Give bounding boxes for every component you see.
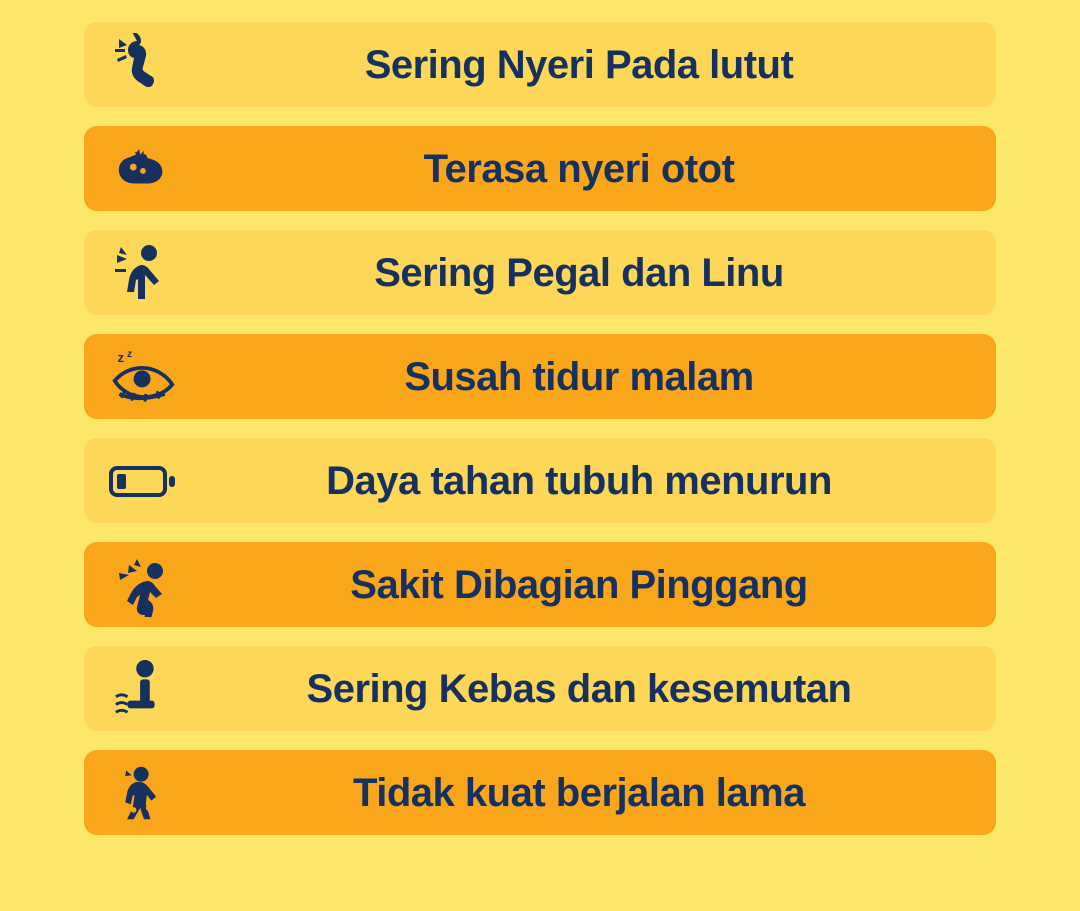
list-item-label: Terasa nyeri otot <box>423 146 735 191</box>
muscle-pain-icon <box>84 126 202 211</box>
list-item <box>84 542 996 627</box>
list-item <box>84 230 996 315</box>
numbness-icon <box>84 646 202 731</box>
list-item-label: Daya tahan tubuh menurun <box>326 458 832 503</box>
list-item <box>84 646 996 731</box>
list-item-label: Sakit Dibagian Pinggang <box>350 562 808 607</box>
svg-text:z: z <box>117 349 125 365</box>
list-item <box>84 334 996 419</box>
shoulder-ache-icon <box>84 230 202 315</box>
walking-fatigue-icon <box>84 750 202 835</box>
back-pain-icon <box>84 542 202 627</box>
list-item-label: Sering Nyeri Pada lutut <box>364 42 794 87</box>
list-item-label: Sering Kebas dan kesemutan <box>306 666 852 711</box>
low-battery-icon <box>84 438 202 523</box>
list-item <box>84 22 996 107</box>
list-item <box>84 438 996 523</box>
list-item <box>84 126 996 211</box>
list-item-label: Tidak kuat berjalan lama <box>353 770 805 815</box>
list-item-label: Sering Pegal dan Linu <box>374 250 784 295</box>
sleepless-eye-icon <box>84 334 202 419</box>
svg-text:z: z <box>126 348 133 360</box>
list-item <box>84 750 996 835</box>
list-item-label: Susah tidur malam <box>404 354 754 399</box>
knee-pain-icon <box>84 22 202 107</box>
